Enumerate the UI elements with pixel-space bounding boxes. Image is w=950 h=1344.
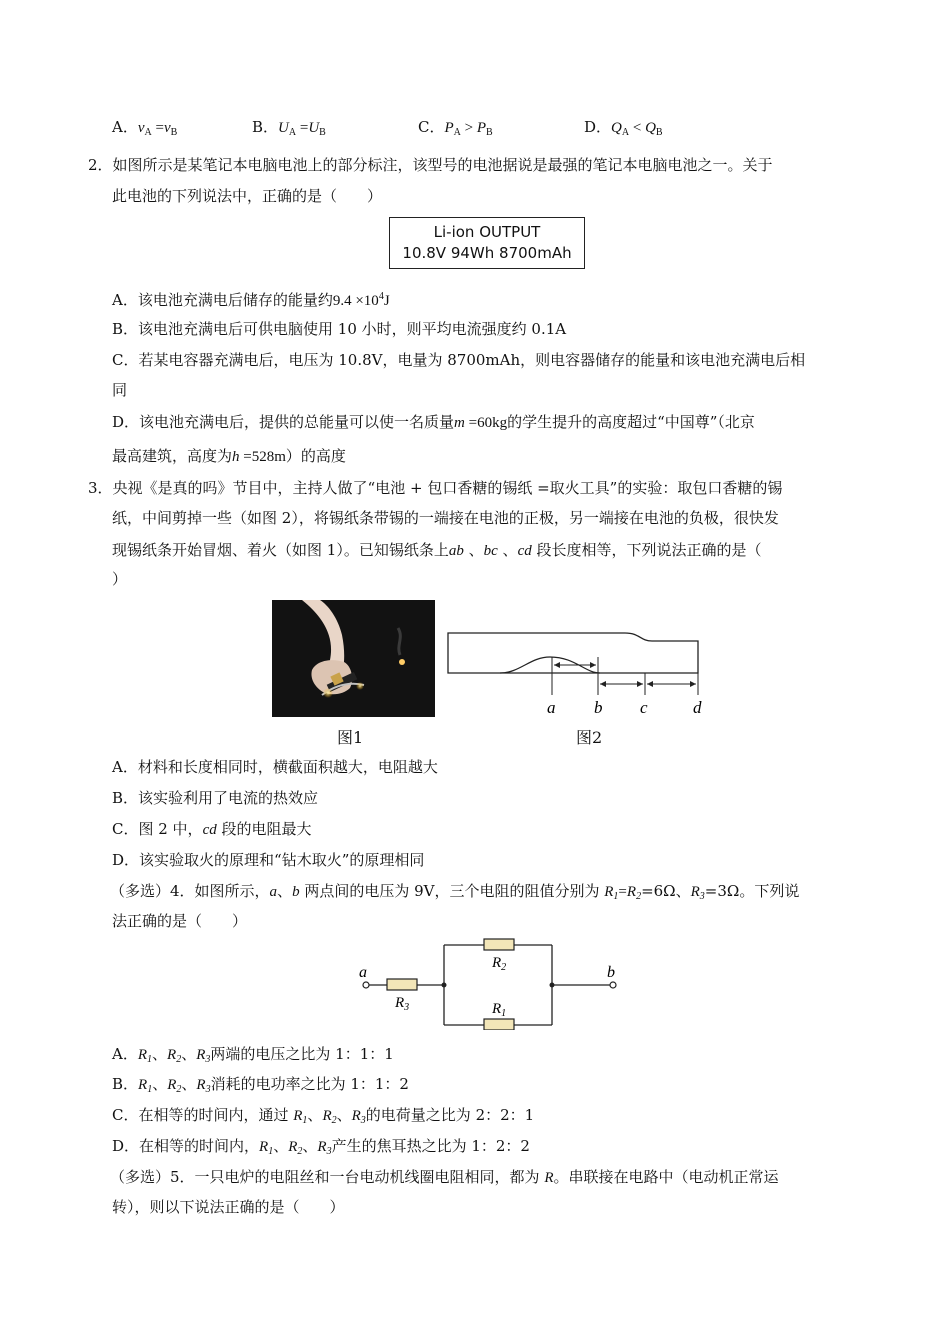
foil-outline bbox=[448, 633, 698, 673]
math-sub: 3 bbox=[699, 891, 705, 902]
q1-option-c bbox=[418, 116, 493, 144]
q2-option-c-line1: C．若某电容器充满电后，电压为 10.8V，电量为 8700mAh，则电容器储存的能量和该电池充满电后相 bbox=[112, 351, 806, 369]
math-sub: A bbox=[288, 127, 297, 138]
q3-option-c bbox=[112, 818, 312, 841]
q5-stem-line1 bbox=[110, 1166, 779, 1189]
terminal-b bbox=[610, 982, 616, 988]
math-var: R bbox=[196, 1047, 206, 1063]
option-text: 的电荷量之比为 2：2：1 bbox=[365, 1106, 535, 1124]
math-sub: B bbox=[486, 127, 493, 138]
math-var: R bbox=[604, 884, 614, 900]
math-sub: 2 bbox=[331, 1115, 337, 1126]
separator: 、 bbox=[273, 1137, 289, 1155]
q4-option-b bbox=[112, 1073, 409, 1101]
photo-illustration bbox=[272, 600, 435, 717]
math-sub: 1 bbox=[268, 1146, 274, 1157]
stem-text: （多选）4．如图所示， bbox=[110, 882, 270, 900]
q4-option-c bbox=[112, 1104, 534, 1132]
stem-text: 。串联接在电路中（电动机正常运 bbox=[553, 1168, 779, 1186]
math-var: R bbox=[351, 1108, 361, 1124]
separator: 、 bbox=[497, 541, 518, 559]
math-var: R bbox=[317, 1139, 327, 1155]
separator: 、 bbox=[302, 1137, 318, 1155]
foil-fire-photo bbox=[272, 600, 435, 717]
stem-text: =3Ω。下列说 bbox=[704, 882, 800, 900]
q3-option-b: B．该实验利用了电流的热效应 bbox=[112, 789, 319, 807]
option-label: B． bbox=[112, 1075, 139, 1093]
math-sub: 1 bbox=[613, 891, 619, 902]
point-c-label: c bbox=[640, 698, 648, 717]
math-sub: 1 bbox=[147, 1054, 153, 1065]
math-op: = bbox=[618, 884, 627, 900]
option-label: C． bbox=[418, 118, 445, 136]
math-sub: 2 bbox=[297, 1146, 303, 1157]
q3-stem-line2: 纸，中间剪掉一些（如图 2），将锡纸条带锡的一端接在电池的正极，另一端接在电池的负极，很快发 bbox=[112, 509, 779, 527]
option-text: 两端的电压之比为 1：1：1 bbox=[210, 1045, 394, 1063]
math-var: U bbox=[308, 120, 320, 136]
point-a-label: a bbox=[547, 698, 556, 717]
separator: 、 bbox=[277, 882, 293, 900]
point-d-label: d bbox=[693, 698, 702, 717]
math-value: =6Ω、 bbox=[641, 882, 691, 900]
circuit-label-r3: $R_3$ bbox=[395, 995, 410, 1013]
math-var: R bbox=[167, 1077, 177, 1093]
math-var: R bbox=[196, 1077, 206, 1093]
math-sub: A bbox=[621, 127, 630, 138]
math-var: R bbox=[293, 1108, 303, 1124]
option-text: 消耗的电功率之比为 1：1：2 bbox=[210, 1075, 409, 1093]
resistor-r3 bbox=[387, 979, 417, 990]
q5-stem-line2: 转），则以下说法正确的是（ ） bbox=[112, 1198, 345, 1216]
math-var: bc bbox=[483, 543, 498, 559]
math-sub: 3 bbox=[360, 1115, 366, 1126]
separator: 、 bbox=[152, 1045, 168, 1063]
math-var: R bbox=[544, 1170, 554, 1186]
q2-stem-line2: 此电池的下列说法中，正确的是（ ） bbox=[112, 187, 383, 205]
math-var: m bbox=[454, 415, 465, 431]
resistor-r1 bbox=[484, 1019, 514, 1030]
math-value: =60kg bbox=[464, 415, 508, 431]
circuit-label-r1: $R_1$ bbox=[492, 1001, 507, 1019]
math-sub: 2 bbox=[176, 1054, 182, 1065]
q2-option-d-line1 bbox=[112, 411, 755, 434]
math-var: cd bbox=[517, 543, 532, 559]
math-var: Q bbox=[645, 120, 656, 136]
q4-stem-line2: 法正确的是（ ） bbox=[112, 912, 248, 930]
math-var: Q bbox=[611, 120, 622, 136]
q3-option-a: A．材料和长度相同时，横截面积越大，电阻越大 bbox=[112, 758, 438, 776]
separator: 、 bbox=[463, 541, 484, 559]
separator: 、 bbox=[181, 1075, 197, 1093]
math-var: a bbox=[269, 884, 278, 900]
separator: 、 bbox=[307, 1106, 323, 1124]
math-sub: B bbox=[170, 127, 178, 138]
resistor-r2 bbox=[484, 939, 514, 950]
q2-option-b: B．该电池充满电后可供电脑使用 10 小时，则平均电流强度约 0.1A bbox=[112, 320, 567, 338]
math-var: v bbox=[163, 120, 171, 136]
math-var: U bbox=[278, 120, 289, 136]
option-text: D．该电池充满电后，提供的总能量可以使一名质量 bbox=[112, 413, 455, 431]
math-var: R bbox=[259, 1139, 269, 1155]
option-label: D． bbox=[584, 118, 612, 136]
separator: 、 bbox=[152, 1075, 168, 1093]
option-text: ）的高度 bbox=[285, 447, 346, 465]
math-var: cd bbox=[202, 822, 217, 838]
q3-stem-line1: 3．央视《是真的吗》节目中，主持人做了“电池 + 包口香糖的锡纸 =取火工具”的实验：取包口香糖的锡 bbox=[88, 479, 783, 497]
circuit-label-b: b bbox=[607, 964, 615, 981]
math-var: P bbox=[444, 120, 454, 136]
point-b-label: b bbox=[594, 698, 603, 717]
option-label: D．在相等的时间内， bbox=[112, 1137, 260, 1155]
math-var: R bbox=[626, 884, 637, 900]
stem-text: 现锡纸条开始冒烟、着火（如图 1）。已知锡纸条上 bbox=[112, 541, 449, 559]
option-text: 最高建筑，高度为 bbox=[112, 447, 233, 465]
battery-label-line1: Li-ion OUTPUT bbox=[433, 223, 541, 241]
math-var: R bbox=[690, 884, 700, 900]
separator: 、 bbox=[336, 1106, 352, 1124]
battery-label-figure bbox=[389, 217, 585, 269]
math-sub: 3 bbox=[205, 1084, 211, 1095]
math-op: < bbox=[629, 120, 646, 136]
math-sub: 1 bbox=[147, 1084, 153, 1095]
q4-stem-line1 bbox=[110, 880, 799, 908]
math-sub: B bbox=[655, 127, 663, 138]
math-sub: A bbox=[453, 127, 461, 138]
option-label: B． bbox=[252, 118, 279, 136]
option-text: 段的电阻最大 bbox=[216, 820, 312, 838]
figure2-caption: 图2 bbox=[576, 728, 603, 747]
option-text: A．该电池充满电后储存的能量约 bbox=[112, 291, 333, 309]
stem-text: 两点间的电压为 9V，三个电阻的阻值分别为 bbox=[299, 882, 605, 900]
battery-label-line2: 10.8V 94Wh 8700mAh bbox=[402, 244, 572, 262]
math-value: 9.4 ×10 bbox=[332, 293, 379, 309]
stem-text: 段长度相等，下列说法正确的是（ bbox=[531, 541, 762, 559]
math-sub: B bbox=[319, 127, 326, 138]
math-var: b bbox=[292, 884, 300, 900]
q3-stem-line3 bbox=[112, 539, 762, 562]
math-var: R bbox=[322, 1108, 332, 1124]
q4-option-a bbox=[112, 1043, 394, 1071]
foil-strip-diagram bbox=[440, 625, 710, 720]
q1-option-b bbox=[252, 116, 326, 144]
q1-option-d bbox=[584, 116, 663, 144]
math-op: = bbox=[296, 120, 309, 136]
q2-option-c-line2: 同 bbox=[112, 381, 128, 399]
math-sub: 3 bbox=[326, 1146, 332, 1157]
math-sub: 2 bbox=[176, 1084, 182, 1095]
math-var: R bbox=[288, 1139, 298, 1155]
option-label: C．在相等的时间内，通过 bbox=[112, 1106, 294, 1124]
circuit-label-r2: $R_2$ bbox=[492, 955, 507, 973]
option-text: 产生的焦耳热之比为 1：2：2 bbox=[331, 1137, 530, 1155]
q1-option-a bbox=[112, 116, 177, 144]
math-sub: A bbox=[144, 127, 152, 138]
math-exponent: 4 bbox=[378, 291, 384, 302]
math-var: R bbox=[137, 1047, 148, 1063]
math-var: h bbox=[232, 449, 240, 465]
option-text: 的学生提升的高度超过“中国尊”（北京 bbox=[507, 413, 755, 431]
math-sub: 3 bbox=[205, 1054, 211, 1065]
math-var: ab bbox=[448, 543, 464, 559]
stem-text: （多选）5．一只电炉的电阻丝和一台电动机线圈电阻相同，都为 bbox=[110, 1168, 545, 1186]
separator: 、 bbox=[181, 1045, 197, 1063]
figure1-caption: 图1 bbox=[337, 728, 364, 747]
circuit-label-a: a bbox=[359, 964, 367, 981]
math-op: > bbox=[460, 120, 477, 136]
math-sub: 1 bbox=[302, 1115, 308, 1126]
math-sub: 2 bbox=[636, 891, 642, 902]
circuit-diagram bbox=[352, 935, 627, 1030]
math-value: =528m bbox=[239, 449, 286, 465]
math-unit: J bbox=[383, 293, 390, 309]
q3-stem-line4: ） bbox=[112, 570, 128, 588]
math-var: P bbox=[476, 120, 487, 136]
option-label: A． bbox=[112, 118, 138, 136]
math-op: = bbox=[151, 120, 164, 136]
math-var: R bbox=[138, 1077, 148, 1093]
math-var: v bbox=[137, 120, 145, 136]
option-text: C．图 2 中， bbox=[112, 820, 203, 838]
q2-option-d-line2 bbox=[112, 445, 346, 468]
q4-option-d bbox=[112, 1135, 530, 1163]
q2-option-a bbox=[112, 286, 390, 312]
q3-option-d: D．该实验取火的原理和“钻木取火”的原理相同 bbox=[112, 851, 425, 869]
math-var: R bbox=[167, 1047, 177, 1063]
q2-stem-line1: 2．如图所示是某笔记本电脑电池上的部分标注，该型号的电池据说是最强的笔记本电脑电池之一。关于 bbox=[88, 156, 773, 174]
terminal-a bbox=[363, 982, 369, 988]
option-label: A． bbox=[112, 1045, 138, 1063]
